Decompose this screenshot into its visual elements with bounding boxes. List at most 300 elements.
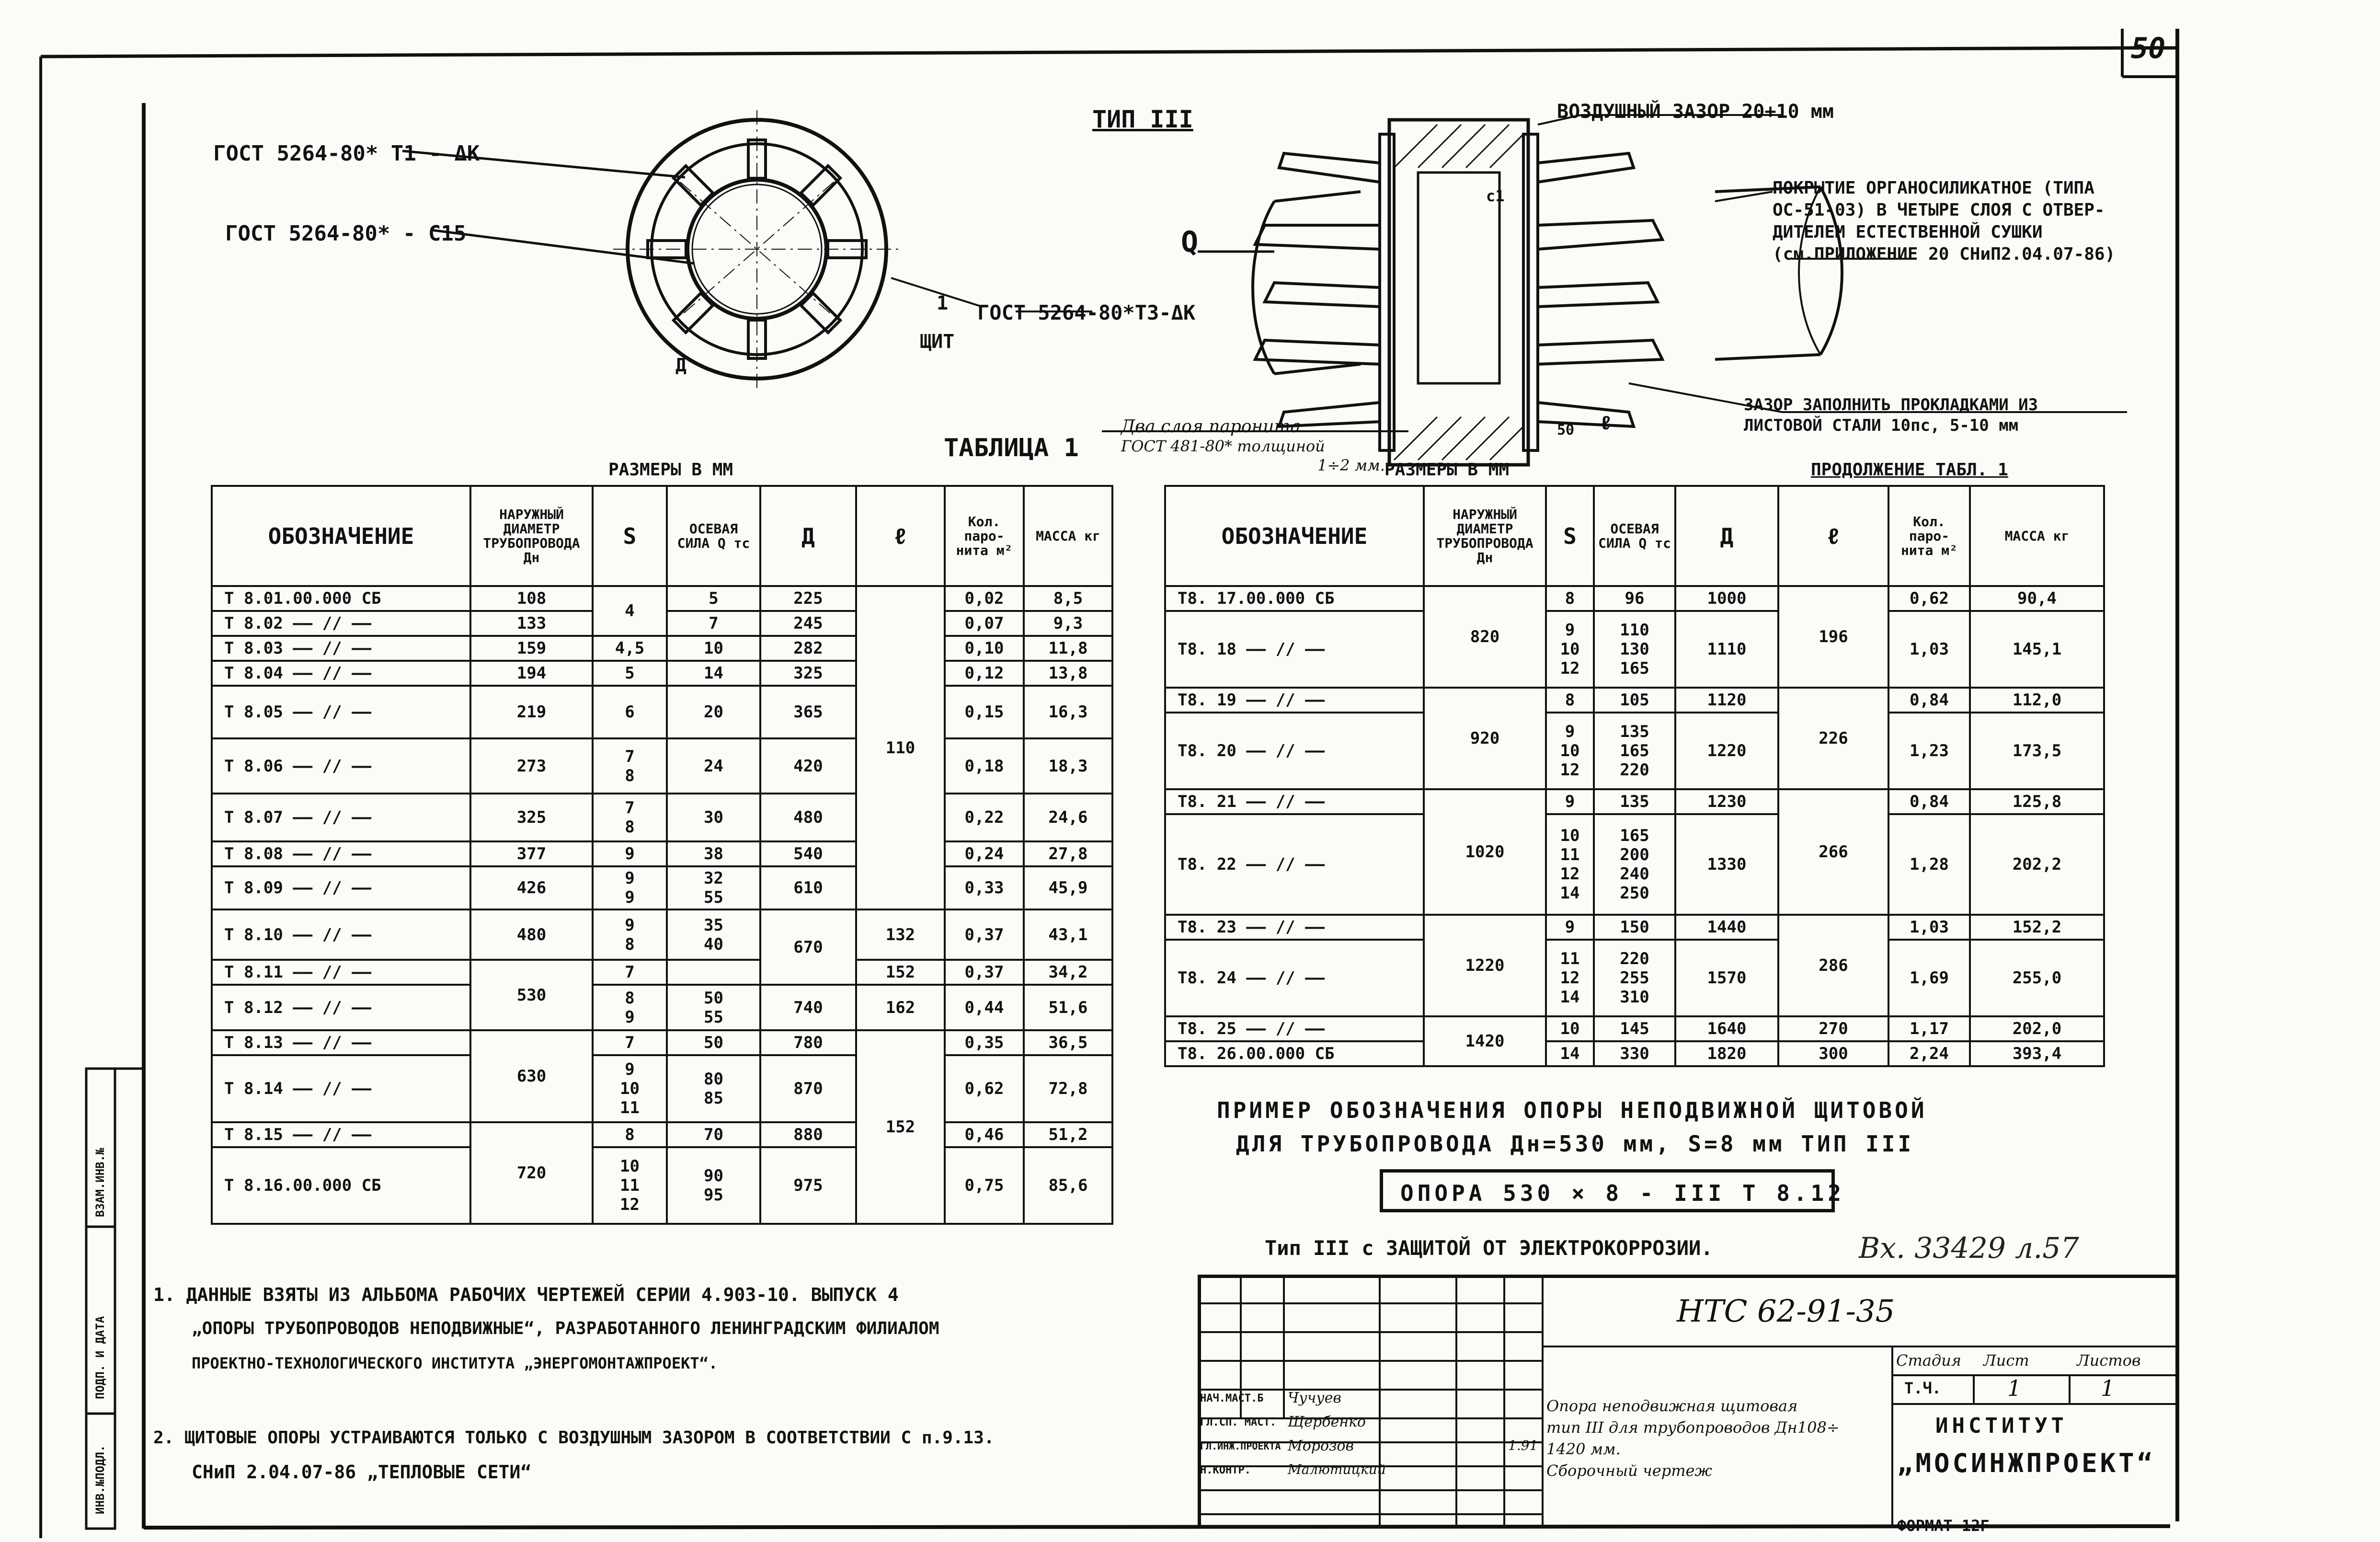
table1-units: РАЗМЕРЫ В ММ [608, 460, 733, 480]
cell-name: Т8. 18 —— // —— [1165, 611, 1424, 688]
table-row [212, 738, 1112, 794]
sheet-format: ФОРМАТ 12F [1897, 1517, 1990, 1535]
dim-c1: с1 [1486, 187, 1505, 205]
gap-fill-note-2: ЛИСТОВОЙ СТАЛИ 10пс, 5-10 мм [1744, 416, 2019, 435]
cell-para: 1,17 [1888, 1016, 1970, 1041]
cell-name: Т 8.15 —— // —— [212, 1122, 470, 1147]
air-gap-label: ВОЗДУШНЫЙ ЗАЗОР 20+10 мм [1557, 101, 1834, 123]
cell-mass: 16,3 [1024, 686, 1112, 738]
cell-name: Т 8.12 —— // —— [212, 985, 470, 1030]
cell-name: Т 8.16.00.000 СБ [212, 1147, 470, 1224]
cell-q: 5 [667, 586, 760, 611]
cell-name: Т8. 19 —— // —— [1165, 688, 1424, 713]
cell-q: 145 [1594, 1016, 1675, 1041]
cell-mass: 27,8 [1024, 841, 1112, 866]
cell-d: 1220 [1675, 713, 1778, 789]
header-s: S [1546, 486, 1594, 586]
incoming-reference: Вх. 33429 л.57 [1859, 1231, 2079, 1265]
cell-mass: 255,0 [1970, 940, 2104, 1016]
cell-d: 225 [760, 586, 856, 611]
corner-page-number: 50 [2131, 32, 2166, 65]
table-header-row [1165, 486, 2104, 586]
coating-note-3: ДИТЕЛЕМ ЕСТЕСТВЕННОЙ СУШКИ [1773, 222, 2043, 242]
cell-d: 1570 [1675, 940, 1778, 1016]
table-1 [211, 485, 1113, 1225]
example-line-1: ПРИМЕР ОБОЗНАЧЕНИЯ ОПОРЫ НЕПОДВИЖНОЙ ЩИТОВОЙ [1217, 1097, 1927, 1123]
end-view-circle [402, 110, 1092, 388]
cell-name: Т 8.13 —— // —— [212, 1030, 470, 1055]
cell-q: 200 [1620, 845, 1649, 864]
cell-para: 1,03 [1888, 915, 1970, 940]
cell-mass: 9,3 [1024, 611, 1112, 636]
description-line-3: 1420 мм. [1546, 1440, 1621, 1458]
cell-mass: 43,1 [1024, 909, 1112, 960]
cell-s: 14 [1560, 988, 1580, 1007]
cell-q: 96 [1594, 586, 1675, 611]
description-line-2: тип III для трубопроводов Дн108÷ [1546, 1418, 1840, 1437]
organization-line-2: „МОСИНЖПРОЕКТ“ [1897, 1448, 2156, 1478]
table-row [212, 661, 1112, 686]
cell-dn: 273 [470, 738, 593, 794]
cell-d: 282 [760, 636, 856, 661]
cell-mass: 13,8 [1024, 661, 1112, 686]
cell-q: 95 [704, 1185, 723, 1205]
paronite-note-2: ГОСТ 481-80* толщиной [1121, 437, 1325, 455]
cell-s-stack [593, 909, 667, 960]
header-axial-force: ОСЕВАЯ СИЛА Q тс [667, 486, 760, 586]
cell-s: 9 [1546, 915, 1594, 940]
cell-dn: 1220 [1424, 915, 1546, 1016]
cell-s: 7 [593, 1030, 667, 1055]
cell-dn: 133 [470, 611, 593, 636]
cell-d: 325 [760, 661, 856, 686]
weld-label-c15: ГОСТ 5264-80* - С15 [225, 221, 467, 246]
cell-name: Т 8.10 —— // —— [212, 909, 470, 960]
paronite-note-1: Два слоя паронита [1121, 417, 1301, 437]
cell-s-stack [593, 1147, 667, 1224]
cell-para: 0,12 [945, 661, 1024, 686]
cell-mass: 125,8 [1970, 789, 2104, 814]
cell-d: 1000 [1675, 586, 1778, 611]
cell-s: 10 [1560, 741, 1580, 760]
role-1: НАЧ.МАСТ.Б [1200, 1392, 1264, 1404]
cell-para: 2,24 [1888, 1041, 1970, 1066]
cell-l: 132 [856, 909, 945, 960]
cell-q: 220 [1620, 949, 1649, 968]
role-4: Н.КОНТР. [1200, 1464, 1251, 1476]
cell-para: 0,75 [945, 1147, 1024, 1224]
header-s: S [593, 486, 667, 586]
table-row [212, 985, 1112, 1030]
cell-para: 0,35 [945, 1030, 1024, 1055]
cell-q: 135 [1620, 722, 1649, 741]
cell-q-stack [1594, 611, 1675, 688]
cell-para: 1,69 [1888, 940, 1970, 1016]
header-l: ℓ [856, 486, 945, 586]
cell-para: 0,62 [1888, 586, 1970, 611]
cell-d: 540 [760, 841, 856, 866]
table-row [212, 794, 1112, 841]
cell-para: 0,84 [1888, 688, 1970, 713]
cell-d: 365 [760, 686, 856, 738]
cell-l: 286 [1778, 915, 1888, 1016]
dim-l: ℓ [1600, 412, 1612, 434]
header-designation: ОБОЗНАЧЕНИЕ [1165, 486, 1424, 586]
cell-mass: 34,2 [1024, 960, 1112, 985]
cell-q: 55 [704, 888, 723, 907]
cell-dn: 377 [470, 841, 593, 866]
cell-dn: 108 [470, 586, 593, 611]
table-row [1165, 611, 2104, 688]
cell-dn: 1420 [1424, 1016, 1546, 1066]
cell-s-stack [593, 738, 667, 794]
cell-q: 80 [704, 1070, 723, 1089]
coating-note-4: (см.ПРИЛОЖЕНИЕ 20 СНиП2.04.07-86) [1773, 244, 2116, 264]
cell-d: 870 [760, 1055, 856, 1122]
coating-note-1: ПОКРЫТИЕ ОРГАНОСИЛИКАТНОЕ (ТИПА [1773, 178, 2094, 198]
cell-s: 12 [1560, 760, 1580, 780]
cell-d: 880 [760, 1122, 856, 1147]
person-3: Морозов [1288, 1438, 1354, 1454]
table-row [1165, 814, 2104, 915]
table-row [212, 1122, 1112, 1147]
cell-d: 670 [760, 909, 856, 985]
cell-q: 250 [1620, 884, 1649, 903]
cell-para: 0,37 [945, 960, 1024, 985]
table-row [212, 1147, 1112, 1224]
cell-dn: 219 [470, 686, 593, 738]
cell-q-stack [1594, 814, 1675, 915]
cell-s: 9 [625, 1060, 635, 1079]
table-row [212, 909, 1112, 960]
cell-name: Т8. 20 —— // —— [1165, 713, 1424, 789]
cell-mass: 72,8 [1024, 1055, 1112, 1122]
cell-mass: 36,5 [1024, 1030, 1112, 1055]
cell-q: 85 [704, 1089, 723, 1108]
cell-q: 24 [667, 738, 760, 794]
table-row [212, 866, 1112, 909]
cell-mass: 173,5 [1970, 713, 2104, 789]
stamp-label-2: ПОДП. И ДАТА [93, 1316, 107, 1399]
note-1-line-2: „ОПОРЫ ТРУБОПРОВОДОВ НЕПОДВИЖНЫЕ“, РАЗРАБОТАННОГО ЛЕНИНГРАДСКИМ ФИЛИАЛОМ [192, 1319, 939, 1338]
sign-date: 1.91 [1508, 1438, 1538, 1453]
role-3: ГЛ.ИНЖ.ПРОЕКТА [1200, 1440, 1281, 1452]
cell-dn: 194 [470, 661, 593, 686]
role-2: ГЛ.СП. МАСТ. [1200, 1416, 1276, 1428]
cell-para: 1,23 [1888, 713, 1970, 789]
cell-s-stack [1546, 713, 1594, 789]
example-line-2: ДЛЯ ТРУБОПРОВОДА Дн=530 мм, S=8 мм ТИП III [1236, 1131, 1914, 1157]
cell-mass: 8,5 [1024, 586, 1112, 611]
cell-dn: 426 [470, 866, 593, 909]
stamp-label-1: ВЗАМ.ИНВ.№ [93, 1148, 107, 1217]
table-row [1165, 586, 2104, 611]
shield-label: ЩИТ [920, 331, 955, 353]
cell-s: 6 [593, 686, 667, 738]
description-line-1: Опора неподвижная щитовая [1546, 1397, 1798, 1415]
table-row [212, 586, 1112, 611]
cell-d: 1110 [1675, 611, 1778, 688]
cell-d: 1640 [1675, 1016, 1778, 1041]
cell-s: 9 [625, 869, 635, 888]
cell-dn: 530 [470, 960, 593, 1030]
cell-q: 10 [667, 636, 760, 661]
cell-para: 0,02 [945, 586, 1024, 611]
cell-name: Т 8.11 —— // —— [212, 960, 470, 985]
cell-s: 9 [1546, 789, 1594, 814]
cell-name: Т8. 22 —— // —— [1165, 814, 1424, 915]
cell-s: 9 [625, 888, 635, 907]
cell-mass: 393,4 [1970, 1041, 2104, 1066]
cell-para: 1,03 [1888, 611, 1970, 688]
cell-name: Т 8.02 —— // —— [212, 611, 470, 636]
cell-dn: 820 [1424, 586, 1546, 688]
coating-note-2: ОС-51-03) В ЧЕТЫРЕ СЛОЯ С ОТВЕР- [1773, 200, 2105, 220]
cell-s-stack [593, 1055, 667, 1122]
cell-dn: 325 [470, 794, 593, 841]
cell-s: 8 [625, 817, 635, 837]
cell-q: 70 [667, 1122, 760, 1147]
cell-mass: 24,6 [1024, 794, 1112, 841]
cell-s: 12 [620, 1195, 640, 1214]
cell-q: 255 [1620, 968, 1649, 988]
table-row [1165, 1041, 2104, 1066]
cell-mass: 51,2 [1024, 1122, 1112, 1147]
organization-line-1: ИНСТИТУТ [1935, 1414, 2068, 1438]
gap-fill-note-1: ЗАЗОР ЗАПОЛНИТЬ ПРОКЛАДКАМИ ИЗ [1744, 395, 2038, 414]
header-sheets: Листов [2077, 1351, 2141, 1369]
dim-50: 50 [1557, 422, 1575, 438]
cell-q: 40 [704, 934, 723, 954]
cell-l: 226 [1778, 688, 1888, 789]
table-row [1165, 940, 2104, 1016]
cell-s: 10 [1546, 1016, 1594, 1041]
example-designation-box [1380, 1169, 1845, 1212]
header-stage: Стадия [1896, 1351, 1961, 1369]
weld-label-t1: ГОСТ 5264-80* Т1 - ΔК [213, 141, 480, 166]
cell-para: 0,62 [945, 1055, 1024, 1122]
cell-s: 10 [1560, 826, 1580, 845]
force-q-label: Q [1181, 225, 1199, 259]
cell-s-stack [1546, 940, 1594, 1016]
cell-s: 7 [593, 960, 667, 985]
cell-q: 220 [1620, 760, 1649, 780]
cell-dn: 920 [1424, 688, 1546, 789]
cell-s-stack [593, 794, 667, 841]
cell-name: Т 8.04 —— // —— [212, 661, 470, 686]
cell-name: Т 8.05 —— // —— [212, 686, 470, 738]
cell-name: Т8. 17.00.000 СБ [1165, 586, 1424, 611]
header-mass: МАССА кг [1970, 486, 2104, 586]
cell-q: 50 [667, 1030, 760, 1055]
note-1-line-3: ПРОЕКТНО-ТЕХНОЛОГИЧЕСКОГО ИНСТИТУТА „ЭНЕРГОМОНТАЖПРОЕКТ“. [192, 1354, 718, 1372]
cell-name: Т 8.03 —— // —— [212, 636, 470, 661]
cell-q: 50 [704, 988, 723, 1008]
cell-dn: 480 [470, 909, 593, 960]
cell-para: 0,07 [945, 611, 1024, 636]
cell-q: 20 [667, 686, 760, 738]
cell-s: 12 [1560, 864, 1580, 884]
cell-d: 245 [760, 611, 856, 636]
document-code: НТС 62-91-35 [1677, 1294, 1895, 1329]
cell-s: 14 [1560, 884, 1580, 903]
cell-l: 162 [856, 985, 945, 1030]
cell-s-stack [593, 985, 667, 1030]
cell-dn: 1020 [1424, 789, 1546, 915]
cell-name: Т8. 23 —— // —— [1165, 915, 1424, 940]
table2-title: ПРОДОЛЖЕНИЕ ТАБЛ. 1 [1811, 460, 2008, 480]
cell-q-stack [1594, 713, 1675, 789]
cell-s: 10 [620, 1157, 640, 1176]
cell-para: 0,22 [945, 794, 1024, 841]
cell-name: Т8. 26.00.000 СБ [1165, 1041, 1424, 1066]
cell-l: 300 [1778, 1041, 1888, 1066]
cell-s: 8 [625, 766, 635, 785]
cell-mass: 51,6 [1024, 985, 1112, 1030]
cell-mass: 112,0 [1970, 688, 2104, 713]
sheets-value: 1 [2101, 1375, 2115, 1401]
cell-s: 8 [625, 934, 635, 954]
header-paronite: Кол. паро- нита м² [1888, 486, 1970, 586]
cell-s-stack [1546, 814, 1594, 915]
cell-para: 0,24 [945, 841, 1024, 866]
cell-name: Т8. 25 —— // —— [1165, 1016, 1424, 1041]
cell-d: 780 [760, 1030, 856, 1055]
cell-q: 135 [1594, 789, 1675, 814]
cell-q-stack [1594, 940, 1675, 1016]
cell-s: 4,5 [593, 636, 667, 661]
cell-q: 14 [667, 661, 760, 686]
cell-mass: 45,9 [1024, 866, 1112, 909]
cell-d: 1330 [1675, 814, 1778, 915]
cell-q [667, 960, 760, 985]
header-d: Д [760, 486, 856, 586]
table-row [1165, 789, 2104, 814]
cell-q: 105 [1594, 688, 1675, 713]
table-row [1165, 688, 2104, 713]
cell-q-stack [667, 985, 760, 1030]
cell-s-stack [1546, 611, 1594, 688]
cell-d: 480 [760, 794, 856, 841]
cell-mass: 18,3 [1024, 738, 1112, 794]
cell-s: 9 [593, 841, 667, 866]
table-row [1165, 1016, 2104, 1041]
cell-para: 0,84 [1888, 789, 1970, 814]
shield-number: 1 [937, 292, 949, 314]
cell-q: 240 [1620, 864, 1649, 884]
cell-mass: 90,4 [1970, 586, 2104, 611]
table2-units: РАЗМЕРЫ В ММ [1385, 460, 1510, 480]
cell-mass: 85,6 [1024, 1147, 1112, 1224]
note-2-line-1: 2. ЩИТОВЫЕ ОПОРЫ УСТРАИВАЮТСЯ ТОЛЬКО С ВОЗДУШНЫМ ЗАЗОРОМ В СООТВЕТСТВИИ С п.9.13. [153, 1428, 995, 1448]
example-designation: ОПОРА 530 × 8 - III Т 8.12 [1400, 1180, 1845, 1206]
cell-q-stack [667, 866, 760, 909]
cell-s: 10 [1560, 640, 1580, 659]
cell-para: 0,15 [945, 686, 1024, 738]
cell-d: 1820 [1675, 1041, 1778, 1066]
cell-s: 12 [1560, 968, 1580, 988]
description-line-4: Сборочный чертеж [1546, 1461, 1712, 1480]
cell-q: 165 [1620, 826, 1649, 845]
table-row [212, 636, 1112, 661]
table1-title: ТАБЛИЦА 1 [944, 434, 1079, 462]
cell-s: 9 [625, 1007, 635, 1027]
cell-d: 420 [760, 738, 856, 794]
note-2-line-2: СНиП 2.04.07-86 „ТЕПЛОВЫЕ СЕТИ“ [192, 1461, 532, 1483]
cell-q: 165 [1620, 659, 1649, 678]
cell-d: 740 [760, 985, 856, 1030]
cell-q-stack [667, 1147, 760, 1224]
cell-s: 8 [593, 1122, 667, 1147]
cell-s: 11 [620, 1176, 640, 1195]
cell-para: 1,28 [1888, 814, 1970, 915]
cell-mass: 11,8 [1024, 636, 1112, 661]
weld-label-t3: ГОСТ 5264-80*Т3-ΔК [977, 301, 1196, 324]
header-paronite: Кол. паро- нита м² [945, 486, 1024, 586]
table-row [212, 960, 1112, 985]
cell-q: 310 [1620, 988, 1649, 1007]
sheet-value: 1 [2007, 1375, 2022, 1401]
cell-name: Т 8.08 —— // —— [212, 841, 470, 866]
table-1-continued [1164, 485, 2105, 1067]
paronite-note-3: 1÷2 мм. [1317, 456, 1385, 474]
header-outer-diameter: НАРУЖНЫЙ ДИАМЕТР ТРУБОПРОВОДА Дн [470, 486, 593, 586]
cell-s: 10 [620, 1079, 640, 1098]
cell-q: 165 [1620, 741, 1649, 760]
cell-name: Т 8.06 —— // —— [212, 738, 470, 794]
table-header-row [212, 486, 1112, 586]
header-designation: ОБОЗНАЧЕНИЕ [212, 486, 470, 586]
cell-q: 7 [667, 611, 760, 636]
person-1: Чучуев [1288, 1390, 1341, 1406]
table-row [212, 841, 1112, 866]
cell-q: 30 [667, 794, 760, 841]
cell-para: 0,44 [945, 985, 1024, 1030]
cell-name: Т 8.14 —— // —— [212, 1055, 470, 1122]
cell-q-stack [667, 909, 760, 960]
cell-s-stack [593, 866, 667, 909]
header-l: ℓ [1778, 486, 1888, 586]
cell-para: 0,37 [945, 909, 1024, 960]
cell-mass: 152,2 [1970, 915, 2104, 940]
dim-d: Д [675, 355, 687, 376]
header-sheet: Лист [1983, 1351, 2029, 1369]
cell-para: 0,10 [945, 636, 1024, 661]
cell-l: 196 [1778, 586, 1888, 688]
cell-s: 11 [1560, 949, 1580, 968]
type-title: ТИП III [1092, 105, 1193, 133]
cell-s: 12 [1560, 659, 1580, 678]
cell-q: 110 [1620, 621, 1649, 640]
cell-name: Т 8.09 —— // —— [212, 866, 470, 909]
cell-mass: 202,2 [1970, 814, 2104, 915]
table-row [1165, 713, 2104, 789]
cell-para: 0,18 [945, 738, 1024, 794]
cell-mass: 202,0 [1970, 1016, 2104, 1041]
cell-s: 8 [1546, 586, 1594, 611]
cell-s: 11 [620, 1098, 640, 1117]
header-d: Д [1675, 486, 1778, 586]
table-row [212, 1030, 1112, 1055]
cell-l: 266 [1778, 789, 1888, 915]
cell-s: 9 [625, 915, 635, 935]
cell-q: 90 [704, 1166, 723, 1185]
cell-dn: 159 [470, 636, 593, 661]
cell-q: 330 [1594, 1041, 1675, 1066]
cell-s: 9 [1565, 722, 1575, 741]
cell-l: 152 [856, 1030, 945, 1224]
header-outer-diameter: НАРУЖНЫЙ ДИАМЕТР ТРУБОПРОВОДА Дн [1424, 486, 1546, 586]
